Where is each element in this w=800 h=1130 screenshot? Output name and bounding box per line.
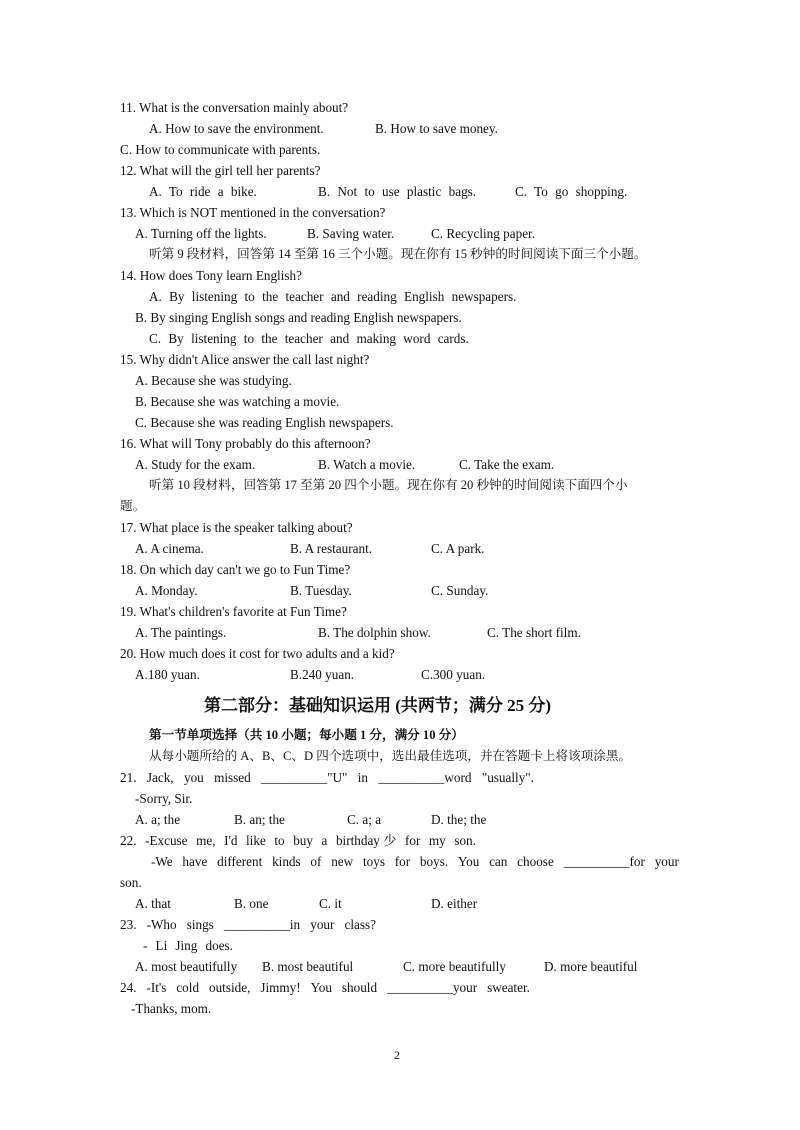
q21-word: missed — [214, 770, 251, 785]
q23-option-a: A. most beautifully — [135, 959, 238, 974]
q16-option-a: A. Study for the exam. — [135, 457, 256, 472]
q22-word: buy — [293, 833, 313, 848]
q22-word: me, — [196, 833, 216, 848]
q11-option-c: C. How to communicate with parents. — [120, 142, 321, 157]
q22-reply — [151, 855, 679, 868]
q14-stem: 14. How does Tony learn English? — [120, 268, 302, 283]
q21-word: you — [183, 770, 204, 785]
q11-option-b: B. How to save money. — [375, 121, 498, 136]
q22-reply-word: boys. — [419, 854, 449, 869]
q21-reply: -Sorry, Sir. — [135, 791, 193, 806]
q17-option-a: A. A cinema. — [135, 541, 204, 556]
q17-stem: 17. What place is the speaker talking about? — [120, 520, 353, 535]
q24-stem — [120, 981, 530, 994]
q13-option-c: C. Recycling paper. — [431, 226, 536, 241]
q21-word: Jack, — [146, 770, 174, 785]
q23-word: your — [310, 917, 335, 932]
q22-reply-word: your — [654, 854, 679, 869]
q22-word: I'd — [224, 833, 238, 848]
q24-word: __________your — [387, 980, 478, 995]
q20-stem: 20. How much does it cost for two adults and a kid? — [120, 646, 395, 661]
q21-word: "usually". — [481, 770, 534, 785]
q18-stem: 18. On which day can't we go to Fun Time? — [120, 562, 351, 577]
q19-option-b: B. The dolphin show. — [318, 625, 431, 640]
q22-option-c: C. it — [319, 896, 342, 911]
q18-option-b: B. Tuesday. — [290, 583, 352, 598]
q17-option-b: B. A restaurant. — [290, 541, 373, 556]
q23-word: class? — [344, 917, 376, 932]
q23-word: __________in — [223, 917, 301, 932]
q22-reply-word: for — [394, 854, 411, 869]
q13-stem: 13. Which is NOT mentioned in the conversation? — [120, 205, 386, 220]
q22-option-b: B. one — [234, 896, 269, 911]
segment-10-instruction-cont: 题。 — [120, 499, 146, 513]
q22-reply-cont: son. — [120, 875, 142, 890]
q22-reply-word: toys — [362, 854, 385, 869]
q22-reply-word: different — [217, 854, 263, 869]
section-1-instructions: 从每小题所给的 A、B、C、D 四个选项中，选出最佳选项，并在答题卡上将该项涂黑。 — [149, 749, 632, 763]
q22-word: son. — [454, 833, 476, 848]
q22-reply-word: have — [182, 854, 208, 869]
q23-reply — [143, 939, 233, 952]
q21-stem — [120, 771, 534, 784]
q18-option-c: C. Sunday. — [431, 583, 489, 598]
q23-option-c: C. more beautifully — [403, 959, 506, 974]
q16-option-c: C. Take the exam. — [459, 457, 555, 472]
section-1-title: 第一节单项选择（共 10 小题；每小题 1 分，满分 10 分） — [149, 728, 464, 742]
q11-stem: 11. What is the conversation mainly about? — [120, 100, 349, 115]
q21-word: in — [357, 770, 369, 785]
q21-word: 21. — [120, 770, 137, 785]
q23-reply-word: Li — [155, 938, 168, 953]
q15-stem: 15. Why didn't Alice answer the call last night? — [120, 352, 370, 367]
q22-reply-word: You — [457, 854, 480, 869]
q18-option-a: A. Monday. — [135, 583, 198, 598]
q21-option-d: D. the; the — [431, 812, 487, 827]
q23-reply-word: Jing — [175, 938, 198, 953]
q24-word: -It's — [146, 980, 167, 995]
part-2-title: 第二部分：基础知识运用 (共两节；满分 25 分) — [204, 696, 552, 715]
q24-word: cold — [176, 980, 200, 995]
q16-stem: 16. What will Tony probably do this afternoon? — [120, 436, 371, 451]
q22-reply-word: -We — [151, 854, 173, 869]
q12-stem: 12. What will the girl tell her parents? — [120, 163, 321, 178]
q22-reply-word: kinds — [272, 854, 301, 869]
q19-stem: 19. What's children's favorite at Fun Time? — [120, 604, 347, 619]
q14-option-c: C. By listening to the teacher and making word cards. — [149, 331, 469, 346]
q23-word: -Who — [146, 917, 177, 932]
q13-option-b: B. Saving water. — [307, 226, 395, 241]
q23-option-d: D. more beautiful — [544, 959, 638, 974]
q22-reply-word: __________for — [563, 854, 645, 869]
q14-option-a: A. By listening to the teacher and reading English newspapers. — [149, 289, 517, 304]
q12-option-b: B. Not to use plastic bags. — [318, 184, 477, 199]
q14-option-b: B. By singing English songs and reading English newspapers. — [135, 310, 462, 325]
q23-stem — [120, 918, 376, 931]
q20-option-a: A.180 yuan. — [135, 667, 200, 682]
q19-option-c: C. The short film. — [487, 625, 581, 640]
q23-option-b: B. most beautiful — [262, 959, 354, 974]
q15-option-a: A. Because she was studying. — [135, 373, 292, 388]
q22-word: -Excuse — [145, 833, 188, 848]
q24-word: outside, — [208, 980, 251, 995]
q15-option-c: C. Because she was reading English newspapers. — [135, 415, 394, 430]
q20-option-c: C.300 yuan. — [421, 667, 486, 682]
q23-reply-word: does. — [205, 938, 233, 953]
q23-word: 23. — [120, 917, 137, 932]
q22-word: a — [321, 833, 328, 848]
q15-option-b: B. Because she was watching a movie. — [135, 394, 340, 409]
segment-9-instruction: 听第 9 段材料，回答第 14 至第 16 三个小题。现在你有 15 秒钟的时间阅读下面三个小题。 — [149, 247, 647, 261]
q22-stem — [120, 834, 476, 847]
q24-word: sweater. — [487, 980, 530, 995]
q24-reply: -Thanks, mom. — [131, 1001, 212, 1016]
q22-word: birthday 少 — [335, 833, 397, 848]
q22-option-d: D. either — [431, 896, 478, 911]
q22-reply-word: of — [310, 854, 322, 869]
q22-word: for — [404, 833, 421, 848]
q20-option-b: B.240 yuan. — [290, 667, 355, 682]
q21-word: __________word — [378, 770, 472, 785]
q16-option-b: B. Watch a movie. — [318, 457, 416, 472]
q22-word: like — [246, 833, 266, 848]
q22-word: 22. — [120, 833, 137, 848]
q22-reply-word: can — [489, 854, 508, 869]
q13-option-a: A. Turning off the lights. — [135, 226, 267, 241]
q23-word: sings — [186, 917, 214, 932]
q23-reply-word: - — [143, 938, 148, 953]
q24-word: 24. — [120, 980, 137, 995]
q17-option-c: C. A park. — [431, 541, 485, 556]
q24-word: should — [341, 980, 378, 995]
q12-option-a: A. To ride a bike. — [149, 184, 257, 199]
q24-word: Jimmy! — [260, 980, 301, 995]
q22-reply-word: choose — [517, 854, 554, 869]
q22-reply-word: new — [331, 854, 354, 869]
segment-10-instruction: 听第 10 段材料，回答第 17 至第 20 四个小题。现在你有 20 秒钟的时间阅读下面四个小 — [149, 478, 628, 492]
q22-option-a: A. that — [135, 896, 171, 911]
q22-word: my — [428, 833, 446, 848]
q21-option-c: C. a; a — [347, 812, 382, 827]
q12-option-c: C. To go shopping. — [515, 184, 628, 199]
q22-word: to — [274, 833, 285, 848]
q24-word: You — [310, 980, 332, 995]
q21-option-b: B. an; the — [234, 812, 285, 827]
q21-option-a: A. a; the — [135, 812, 181, 827]
q21-word: __________"U" — [261, 770, 348, 785]
q19-option-a: A. The paintings. — [135, 625, 227, 640]
page-number: 2 — [394, 1048, 400, 1062]
q11-option-a: A. How to save the environment. — [149, 121, 324, 136]
